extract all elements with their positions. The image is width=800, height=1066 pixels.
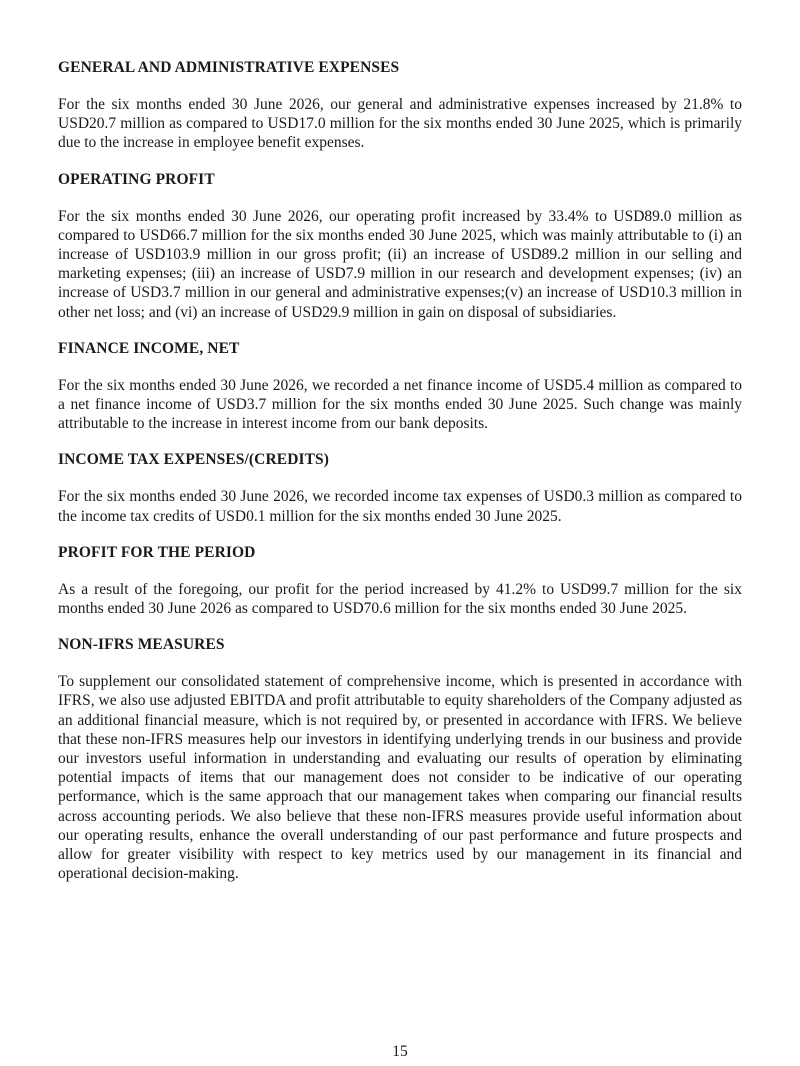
section-income-tax xyxy=(58,450,742,525)
section-heading: GENERAL AND ADMINISTRATIVE EXPENSES xyxy=(58,59,400,76)
section-paragraph: For the six months ended 30 June 2026, we recorded a net finance income of USD5.4 million as compared to a net finance income of USD3.7 million for the six months ended 30 June 2025. Such change was mainly attributable to the increase in interest income from our bank deposits. xyxy=(58,376,742,433)
section-profit-for-period xyxy=(58,543,742,618)
page-number: 15 xyxy=(392,1043,408,1060)
section-heading: NON-IFRS MEASURES xyxy=(58,636,225,654)
section-operating-profit xyxy=(58,170,742,322)
section-paragraph: As a result of the foregoing, our profit for the period increased by 41.2% to USD99.7 million for the six months ended 30 June 2026 as compared to USD70.6 million for the six months ended 30 June 2025. xyxy=(58,580,742,618)
section-paragraph: For the six months ended 30 June 2026, our operating profit increased by 33.4% to USD89.0 million as compared to USD66.7 million for the six months ended 30 June 2025, which was mainly attributable to (i) an increase of USD103.9 million in our gross profit; (ii) an increase of USD89.2 million in our selling and marketing expenses; (iii) an increase of USD7.9 million in our research and development expenses; (iv) an increase of USD3.7 million in our general and administrative expenses;(v) an increase of USD10.3 million in other net loss; and (vi) an increase of USD29.9 million in gain on disposal of subsidiaries. xyxy=(58,207,742,321)
section-paragraph: To supplement our consolidated statement of comprehensive income, which is presented in accordance with IFRS, we also use adjusted EBITDA and profit attributable to equity shareholders of the Company adjusted as an additional financial measure, which is not required by, or presented in accordance with IFRS. We believe that these non-IFRS measures help our investors in identifying underlying trends in our business and provide our investors useful information in understanding and evaluating our results of operation by eliminating potential impacts of items that our management does not consider to be indicative of our operating performance, which is the same approach that our management takes when comparing our financial results across accounting periods. We also believe that these non-IFRS measures provide useful information about our operating results, enhance the overall understanding of our past performance and future prospects and allow for greater visibility with respect to key metrics used by our management in its financial and operational decision-making. xyxy=(58,673,742,883)
section-heading: INCOME TAX EXPENSES/(CREDITS) xyxy=(58,451,330,469)
section-general-administrative-expenses xyxy=(58,58,742,153)
document-page xyxy=(58,58,742,900)
section-heading: OPERATING PROFIT xyxy=(58,170,215,188)
section-non-ifrs-measures xyxy=(58,635,742,883)
section-heading: PROFIT FOR THE PERIOD xyxy=(58,543,256,561)
section-paragraph: For the six months ended 30 June 2026, we recorded income tax expenses of USD0.3 million as compared to the income tax credits of USD0.1 million for the six months ended 30 June 2025. xyxy=(58,488,742,525)
section-finance-income-net xyxy=(58,339,742,434)
section-heading: FINANCE INCOME, NET xyxy=(58,339,240,357)
section-paragraph: For the six months ended 30 June 2026, our general and administrative expenses increased by 21.8% to USD20.7 million as compared to USD17.0 million for the six months ended 30 June 2025, which is primarily due to the increase in employee benefit expenses. xyxy=(58,96,742,152)
